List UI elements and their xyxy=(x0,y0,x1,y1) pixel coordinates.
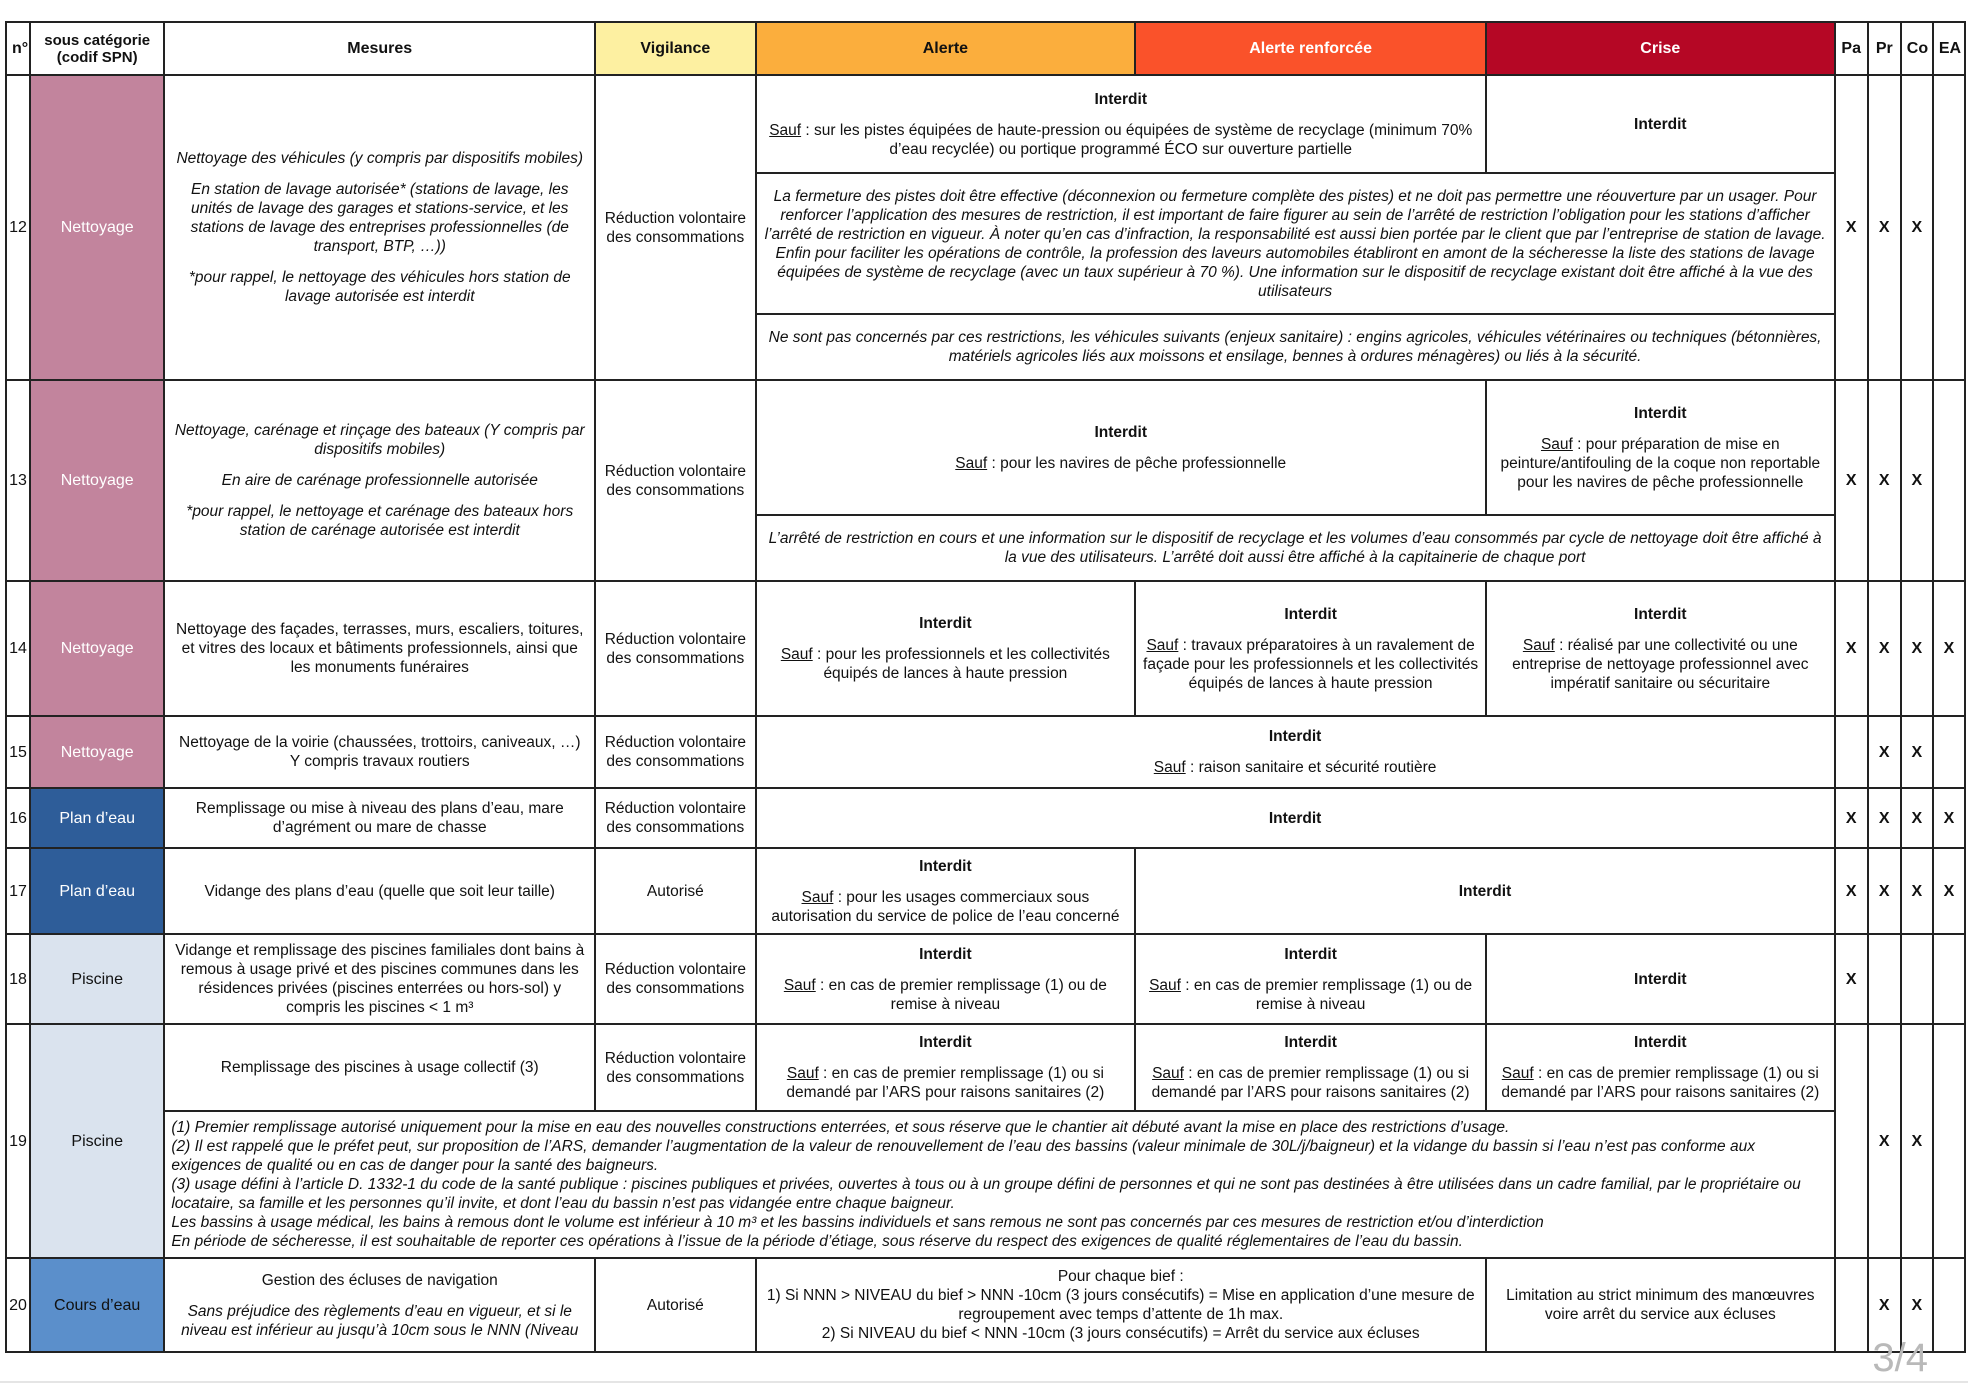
header-row xyxy=(6,22,1965,75)
note-cell: Ne sont pas concernés par ces restrictions, les véhicules suivants (enjeux sanitaire) : engins agricoles, véhicules vétérinaires ou techniques (bétonnières, matériels agricoles liés aux moissons et ensilage, bennes à ordures ménagères) ou liés à la sécurité. xyxy=(756,314,1835,380)
mark-pr xyxy=(1868,934,1901,1024)
mesure-text: Nettoyage des véhicules (y compris par dispositifs mobiles) xyxy=(176,150,584,167)
mark-ea xyxy=(1933,75,1965,380)
interdit-label: Interdit xyxy=(1634,970,1687,988)
interdit-label: Interdit xyxy=(1634,605,1687,623)
note-cell: La fermeture des pistes doit être effective (déconnexion ou fermeture complète des pistes) et ne doit pas permettre une réouverture par un usager. Pour renforcer l’application des mesures de restriction, il est important de faire figurer au sein de l’arrêté de restriction l’obligation pour les stations d’afficher l’arrêté de restriction en vigueur. À noter qu’en cas d’infraction, la responsabilité est aussi bien portée par le client que par l’entreprise de station de lavage. Enfin pour faciliter les opérations de contrôle, la profession des laveurs automobiles établiront en amont de la sécheresse la liste des stations de lavage équipées de système de recyclage (avec un taux supérieur à 70 %). Une information sur le dispositif de recyclage existant doit être affiché à la vue des utilisateurs xyxy=(756,173,1835,314)
mark-ea xyxy=(1933,1258,1965,1352)
category-cell: Nettoyage xyxy=(30,380,164,581)
header-pa: Pa xyxy=(1835,22,1868,75)
row-number: 20 xyxy=(6,1258,30,1352)
mark-co xyxy=(1901,934,1933,1024)
interdit-label: Interdit xyxy=(919,1034,972,1051)
vigilance-cell: Réduction volontaire des consommations xyxy=(595,1024,755,1111)
mark-co: X xyxy=(1901,581,1933,716)
mesure-cell xyxy=(164,716,595,788)
alerte-renforcee-crise-cell xyxy=(1135,848,1834,934)
sauf-label: Sauf xyxy=(1152,1065,1184,1082)
mark-pr: X xyxy=(1868,716,1901,788)
table-row-19-notes xyxy=(6,1111,1965,1258)
category-cell: Piscine xyxy=(30,934,164,1024)
mark-pr: X xyxy=(1868,848,1901,934)
header-mesures: Mesures xyxy=(164,22,595,75)
sauf-text: : en cas de premier remplissage (1) ou si demandé par l’ARS pour raisons sanitaires (2) xyxy=(1501,1065,1820,1101)
row-number: 14 xyxy=(6,581,30,716)
mark-co: X xyxy=(1901,716,1933,788)
sauf-label: Sauf xyxy=(1501,1065,1534,1082)
crise-cell xyxy=(1486,380,1835,515)
header-alerte: Alerte xyxy=(756,22,1136,75)
mark-pa xyxy=(1835,1024,1868,1258)
sauf-text: : travaux préparatoires à un ravalement de façade pour les professionnels et les collectivités équipés de lances à haute pression xyxy=(1143,636,1479,692)
interdit-label: Interdit xyxy=(1634,404,1687,422)
interdit-label: Interdit xyxy=(1284,945,1337,963)
category-cell: Plan d’eau xyxy=(30,788,164,848)
footnote: (2) Il est rappelé que le préfet peut, sur proposition de l’ARS, demander l’augmentation de la valeur de renouvellement de l’eau des bassins (valeur minimale de 30L/j/baigneur) et la vidange du bassin si l’eau n’est pas conforme aux exigences de qualité ou en cas de danger pour la santé des baigneurs. xyxy=(171,1138,1755,1174)
vigilance-cell: Autorisé xyxy=(595,848,755,934)
row-number: 12 xyxy=(6,75,30,380)
crise-cell xyxy=(1486,581,1835,716)
vigilance-cell: Autorisé xyxy=(595,1258,755,1352)
alerte-renforcee-cell xyxy=(1135,581,1486,716)
bottom-divider xyxy=(0,1381,1968,1383)
header-sous-categorie xyxy=(30,22,164,75)
mesure-text: Sans préjudice des règlements d’eau en vigueur, et si le niveau est inférieur au jusqu’à 10cm sous le NNN (Niveau xyxy=(181,1302,579,1339)
alerte-renforcee-cell xyxy=(1135,1024,1486,1111)
page-number: 3/4 xyxy=(1872,1336,1928,1380)
sauf-label: Sauf xyxy=(801,888,834,906)
sauf-text: : en cas de premier remplissage (1) ou si demandé par l’ARS pour raisons sanitaires (2) xyxy=(786,1065,1105,1101)
sauf-label: Sauf xyxy=(783,976,816,994)
category-cell: Nettoyage xyxy=(30,716,164,788)
mesure-cell xyxy=(164,75,595,380)
alerte-text: Pour chaque bief : xyxy=(1057,1268,1184,1285)
mark-pa: X xyxy=(1835,75,1868,380)
sauf-text: : en cas de premier remplissage (1) ou de remise à niveau xyxy=(815,976,1107,1013)
row-number: 17 xyxy=(6,848,30,934)
interdit-label: Interdit xyxy=(1094,90,1147,108)
alerte-cell xyxy=(756,1024,1136,1111)
mark-co: X xyxy=(1901,380,1933,581)
sauf-label: Sauf xyxy=(1540,435,1573,453)
table-row-13 xyxy=(6,380,1965,515)
vigilance-cell: Réduction volontaire des consommations xyxy=(595,716,755,788)
table-row-17 xyxy=(6,848,1965,934)
interdit-label: Interdit xyxy=(919,615,972,632)
sauf-text: : pour les navires de pêche professionnelle xyxy=(987,454,1287,472)
sauf-label: Sauf xyxy=(786,1065,819,1082)
sauf-label: Sauf xyxy=(1149,976,1181,994)
mesure-cell: Remplissage ou mise à niveau des plans d’eau, mare d’agrément ou mare de chasse xyxy=(164,788,595,848)
row-number: 18 xyxy=(6,934,30,1024)
vigilance-cell: Réduction volontaire des consommations xyxy=(595,75,755,380)
table-row-19 xyxy=(6,1024,1965,1111)
sauf-text: : sur les pistes équipées de haute-pression ou équipées de système de recyclage (minimum 70% d’eau recyclée) ou portique programmé ÉCO sur ouverture partielle xyxy=(801,121,1473,158)
category-cell: Nettoyage xyxy=(30,75,164,380)
sauf-label: Sauf xyxy=(1146,636,1179,654)
interdit-label: Interdit xyxy=(1458,882,1512,900)
mesure-cell xyxy=(164,1258,595,1352)
sauf-label: Sauf xyxy=(1153,759,1186,776)
header-pr: Pr xyxy=(1868,22,1901,75)
row-number: 16 xyxy=(6,788,30,848)
vigilance-cell: Réduction volontaire des consommations xyxy=(595,380,755,581)
interdit-label: Interdit xyxy=(1284,1034,1337,1051)
mark-pr: X xyxy=(1868,1024,1901,1258)
sauf-text: : pour les usages commerciaux sous autorisation du service de police de l’eau concerné xyxy=(771,888,1120,925)
interdit-label: Interdit xyxy=(1094,423,1147,441)
mesure-text: Gestion des écluses de navigation xyxy=(261,1271,498,1289)
alerte-cell xyxy=(756,848,1136,934)
alerte-text: 2) Si NIVEAU du bief < NNN -10cm (3 jours consécutifs) = Arrêt du service aux écluses xyxy=(821,1325,1420,1342)
mark-ea xyxy=(1933,934,1965,1024)
sauf-text: : en cas de premier remplissage (1) ou de remise à niveau xyxy=(1180,976,1473,1013)
alerte-crise-cell xyxy=(756,716,1835,788)
interdit-label: Interdit xyxy=(1268,728,1322,745)
sauf-text: : pour préparation de mise en peinture/antifouling de la coque non reportable pour les navires de pêche professionnelle xyxy=(1500,435,1821,491)
alerte-cell xyxy=(756,934,1136,1024)
header-ea: EA xyxy=(1933,22,1965,75)
alerte-cell xyxy=(756,581,1136,716)
mark-pa: X xyxy=(1835,581,1868,716)
mesure-cell: Vidange des plans d’eau (quelle que soit leur taille) xyxy=(164,848,595,934)
mark-pr: X xyxy=(1868,581,1901,716)
interdit-label: Interdit xyxy=(919,945,972,963)
category-cell: Plan d’eau xyxy=(30,848,164,934)
mark-pr: X xyxy=(1868,788,1901,848)
interdit-label: Interdit xyxy=(1268,809,1322,827)
mark-pr: X xyxy=(1868,380,1901,581)
sauf-label: Sauf xyxy=(1522,636,1555,654)
mark-ea xyxy=(1933,380,1965,581)
table-row-18 xyxy=(6,934,1965,1024)
header-co: Co xyxy=(1901,22,1933,75)
mark-ea: X xyxy=(1933,848,1965,934)
mark-pa: X xyxy=(1835,788,1868,848)
alerte-cell xyxy=(756,380,1486,515)
mesure-cell: Nettoyage des façades, terrasses, murs, escaliers, toitures, et vitres des locaux et bâtiments professionnels, ainsi que les monuments funéraires xyxy=(164,581,595,716)
header-crise: Crise xyxy=(1486,22,1835,75)
mark-co: X xyxy=(1901,75,1933,380)
alerte-cell xyxy=(756,1258,1486,1352)
category-cell: Piscine xyxy=(30,1024,164,1258)
note-cell: L’arrêté de restriction en cours et une information sur le dispositif de recyclage et les volumes d’eau consommés par cycle de nettoyage doit être affiché à la vue des utilisateurs. L’arrêté doit aussi être affiché à la capitainerie de chaque port xyxy=(756,515,1835,581)
sauf-label: Sauf xyxy=(780,646,813,663)
sauf-label: Sauf xyxy=(955,454,988,472)
mesure-cell: Vidange et remplissage des piscines familiales dont bains à remous à usage privé et des piscines communes dans les résidences privées (piscines enterrées ou hors-sol) y compris les piscines < 1 m³ xyxy=(164,934,595,1024)
category-cell: Nettoyage xyxy=(30,581,164,716)
sauf-label: Sauf xyxy=(769,121,802,139)
crise-cell xyxy=(1486,1024,1835,1111)
mark-ea: X xyxy=(1933,581,1965,716)
sauf-text: : pour les professionnels et les collectivités équipés de lances à haute pression xyxy=(812,646,1110,682)
header-alerte-renforcee: Alerte renforcée xyxy=(1135,22,1486,75)
mesure-text: *pour rappel, le nettoyage des véhicules hors station de lavage autorisée est interdit xyxy=(188,269,571,305)
mesure-text: Y compris travaux routiers xyxy=(289,753,470,770)
mesure-cell xyxy=(164,380,595,581)
sauf-text: : réalisé par une collectivité ou une entreprise de nettoyage professionnel avec impératif sanitaire ou sécuritaire xyxy=(1512,636,1809,692)
alerte-crise-cell xyxy=(756,788,1835,848)
vigilance-cell: Réduction volontaire des consommations xyxy=(595,934,755,1024)
mark-ea xyxy=(1933,1024,1965,1258)
interdit-label: Interdit xyxy=(1634,115,1687,133)
table-row-16 xyxy=(6,788,1965,848)
alerte-text: 1) Si NNN > NIVEAU du bief > NNN -10cm (3 jours consécutifs) = Mise en application d’une mesure de regroupement avec temps d’attente de 1h max. xyxy=(766,1287,1475,1323)
crise-cell: Limitation au strict minimum des manœuvres voire arrêt du service aux écluses xyxy=(1486,1258,1835,1352)
footnote: (3) usage défini à l’article D. 1332-1 du code de la santé publique : piscines publiques et privées, ouvertes à tous ou à un groupe défini de personnes et qui ne sont pas destinées à être utilisées dans un cadre familial, par le propriétaire ou locataire, sa famille et les personnes qu’il invite, et dont l’eau du bassin n’est pas vidangée entre chaque baigneur. xyxy=(171,1176,1801,1212)
alerte-cell xyxy=(756,75,1486,173)
mark-pa: X xyxy=(1835,848,1868,934)
footnote: En période de sécheresse, il est souhaitable de reporter ces opérations à l’issue de la période d’étiage, sous réserve du respect des exigences de qualité réglementaires de l’eau du bassin. xyxy=(171,1233,1463,1250)
row-number: 19 xyxy=(6,1024,30,1258)
vigilance-cell: Réduction volontaire des consommations xyxy=(595,788,755,848)
mark-pa xyxy=(1835,716,1868,788)
sauf-text: : raison sanitaire et sécurité routière xyxy=(1185,759,1437,776)
vigilance-cell: Réduction volontaire des consommations xyxy=(595,581,755,716)
crise-cell xyxy=(1486,75,1835,173)
mark-pr: X xyxy=(1868,75,1901,380)
mesure-text: En aire de carénage professionnelle autorisée xyxy=(221,472,538,489)
table-row-20 xyxy=(6,1258,1965,1352)
mesure-text: Nettoyage de la voirie (chaussées, trottoirs, caniveaux, …) xyxy=(179,734,581,751)
sauf-text: : en cas de premier remplissage (1) ou si demandé par l’ARS pour raisons sanitaires (2) xyxy=(1151,1065,1470,1101)
mark-pa: X xyxy=(1835,380,1868,581)
mark-co: X xyxy=(1901,848,1933,934)
row-number: 13 xyxy=(6,380,30,581)
mark-co: X xyxy=(1901,1024,1933,1258)
mesure-text: *pour rappel, le nettoyage et carénage des bateaux hors station de carénage autorisée est interdit xyxy=(186,503,574,539)
interdit-label: Interdit xyxy=(1634,1034,1687,1051)
mark-ea: X xyxy=(1933,788,1965,848)
table-row-15 xyxy=(6,716,1965,788)
mark-pr: X xyxy=(1868,1258,1901,1352)
header-sous-categorie-line2: (codif SPN) xyxy=(56,48,138,66)
mark-co: X xyxy=(1901,1258,1933,1352)
mesure-text: Nettoyage, carénage et rinçage des bateaux (Y compris par dispositifs mobiles) xyxy=(174,422,585,458)
category-cell: Cours d’eau xyxy=(30,1258,164,1352)
footnote: (1) Premier remplissage autorisé uniquement pour la mise en eau des nouvelles constructions enterrées, et sous réserve que le chantier ait débuté avant la mise en place des restrictions d’usage. xyxy=(171,1119,1510,1136)
crise-cell xyxy=(1486,934,1835,1024)
row-number: 15 xyxy=(6,716,30,788)
restrictions-table xyxy=(5,21,1966,1353)
mark-pa: X xyxy=(1835,934,1868,1024)
table-row-12 xyxy=(6,75,1965,173)
table-row-14 xyxy=(6,581,1965,716)
footnotes-cell xyxy=(164,1111,1834,1258)
interdit-label: Interdit xyxy=(919,857,972,875)
mesure-text: En station de lavage autorisée* (stations de lavage, les unités de lavage des garages et stations-service, et les stations de lavage des entreprises professionnelles (de transport, BTP, …)) xyxy=(190,181,569,255)
mark-ea xyxy=(1933,716,1965,788)
alerte-renforcee-cell xyxy=(1135,934,1486,1024)
mark-pa xyxy=(1835,1258,1868,1352)
mesure-cell: Remplissage des piscines à usage collectif (3) xyxy=(164,1024,595,1111)
mark-co: X xyxy=(1901,788,1933,848)
header-vigilance: Vigilance xyxy=(595,22,755,75)
interdit-label: Interdit xyxy=(1284,605,1337,623)
header-sous-categorie-line1: sous catégorie xyxy=(44,31,151,49)
header-num: n° xyxy=(6,22,30,75)
footnote: Les bassins à usage médical, les bains à remous dont le volume est inférieur à 10 m³ et les bassins individuels et sans remous ne sont pas concernés par ces mesures de restriction et/ou d’interdiction xyxy=(171,1214,1544,1231)
